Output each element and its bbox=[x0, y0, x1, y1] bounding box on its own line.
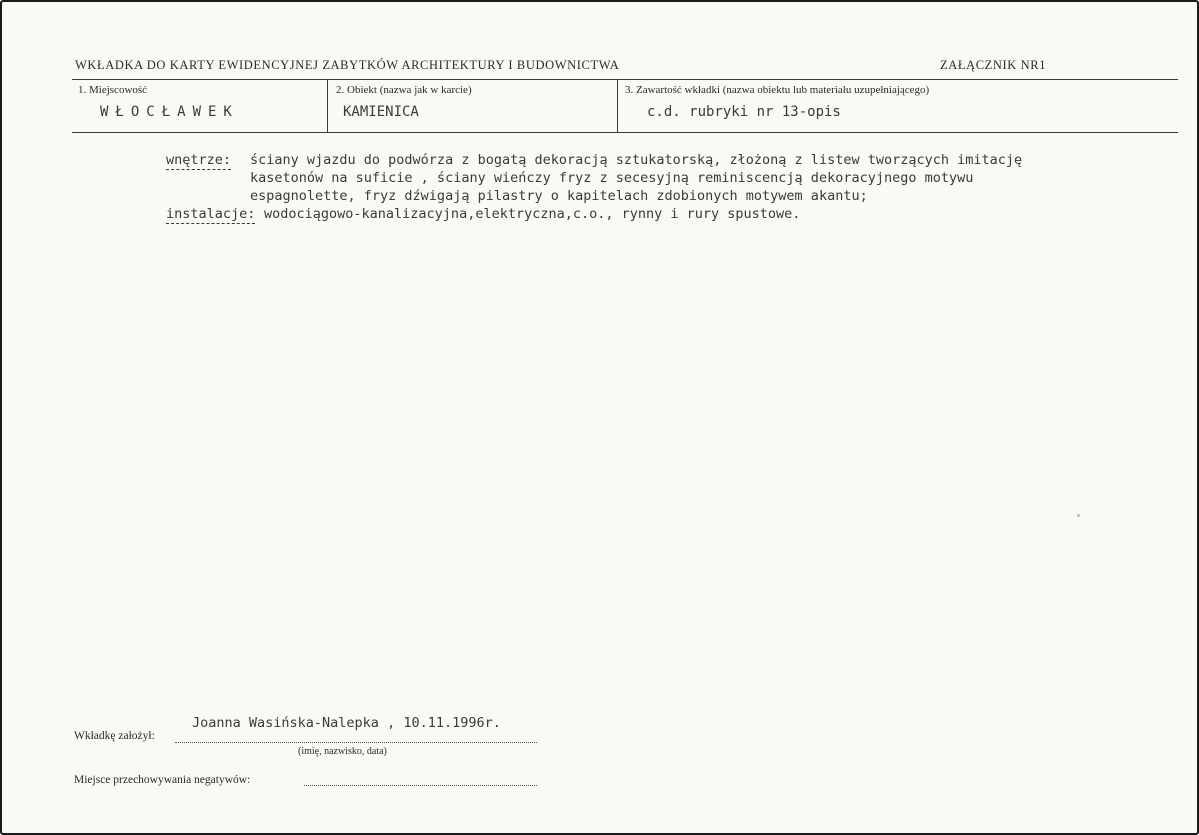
interior-line-2: kasetonów na suficie , ściany wieńczy fryz z secesyjną reminiscencją dekoracyjnego motywu bbox=[250, 170, 974, 186]
negatives-label: Miejsce przechowywania negatywów: bbox=[74, 774, 251, 786]
locality-label: 1. Miejscowość bbox=[78, 84, 148, 96]
interior-line-3: espagnolette, fryz dźwigają pilastry o kapitelach zdobionych motywem akantu; bbox=[250, 188, 868, 204]
object-label: 2. Obiekt (nazwa jak w karcie) bbox=[336, 84, 472, 96]
column-divider-2 bbox=[617, 79, 618, 133]
contents-value: c.d. rubryki nr 13-opis bbox=[647, 104, 841, 120]
header-bottom-rule bbox=[72, 132, 1178, 133]
form-title: WKŁADKA DO KARTY EWIDENCYJNEJ ZABYTKÓW ARCHITEKTURY I BUDOWNICTWA bbox=[75, 58, 620, 72]
contents-label: 3. Zawartość wkładki (nazwa obiektu lub materiału uzupełniającego) bbox=[625, 84, 930, 96]
locality-value: WŁOCŁAWEK bbox=[100, 104, 239, 120]
interior-heading: wnętrze: bbox=[166, 152, 232, 168]
author-value: Joanna Wasińska-Nalepka , 10.11.1996r. bbox=[192, 715, 501, 731]
author-hint: (imię, nazwisko, data) bbox=[298, 746, 387, 757]
annex-number: ZAŁĄCZNIK NR1 bbox=[940, 58, 1047, 72]
negatives-dotted-line bbox=[304, 785, 537, 786]
paper-speck bbox=[1077, 514, 1080, 517]
author-dotted-line bbox=[175, 742, 537, 743]
installations-text: wodociągowo-kanalizacyjna,elektryczna,c.o., rynny i rury spustowe. bbox=[264, 206, 801, 222]
installations-heading: instalacje: bbox=[166, 206, 256, 222]
interior-line-1: ściany wjazdu do podwórza z bogatą dekoracją sztukatorską, złożoną z listew tworzących imitację bbox=[250, 152, 1023, 168]
object-value: KAMIENICA bbox=[343, 104, 419, 120]
column-divider-1 bbox=[327, 79, 328, 133]
author-label: Wkładkę założył: bbox=[74, 730, 155, 742]
header-top-rule bbox=[72, 79, 1178, 80]
